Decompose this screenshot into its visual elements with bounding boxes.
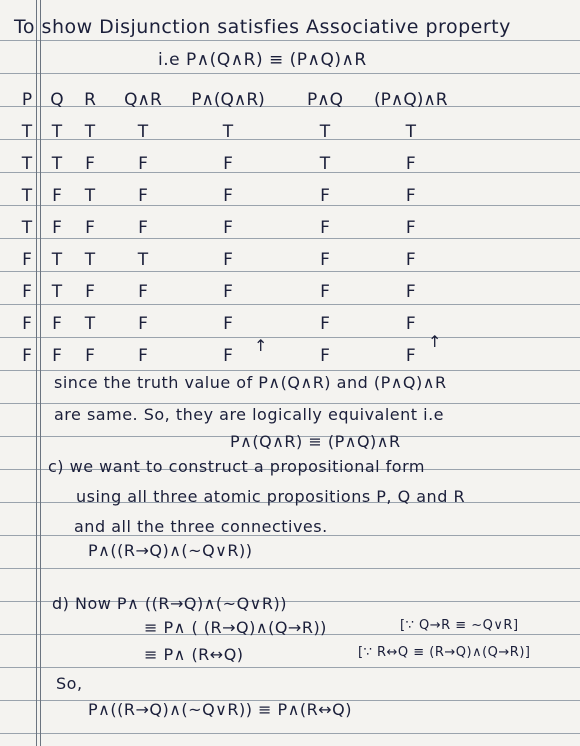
table-cell: T xyxy=(84,250,96,270)
part-d-note-2: [∵ Q→R ≡ ~Q∨R] xyxy=(400,618,519,633)
part-c-line-2: using all three atomic propositions P, Q and R xyxy=(76,487,466,506)
table-cell: F xyxy=(320,314,330,334)
table-cell: F xyxy=(223,154,233,174)
page-title: To show Disjunction satisfies Associative property xyxy=(14,16,511,38)
table-cell: F xyxy=(52,346,62,366)
table-cell: F xyxy=(85,282,95,302)
part-c-line-3: and all the three connectives. xyxy=(74,517,328,536)
table-cell: T xyxy=(21,154,33,174)
table-cell: F xyxy=(52,186,62,206)
table-cell: F xyxy=(22,314,32,334)
table-cell: F xyxy=(138,218,148,238)
table-row xyxy=(14,308,448,340)
table-cell: F xyxy=(85,218,95,238)
table-cell: F xyxy=(405,218,416,238)
part-d-so: So, xyxy=(56,674,83,693)
table-cell: T xyxy=(222,122,234,142)
header-p-and-q: P∧Q xyxy=(306,90,344,110)
header-p-and-q-and-r: P∧(Q∧R) xyxy=(191,90,265,110)
table-cell: F xyxy=(223,314,233,334)
table-cell: F xyxy=(223,218,233,238)
truth-table xyxy=(14,84,448,372)
table-cell: F xyxy=(405,186,416,206)
table-cell: F xyxy=(223,282,233,302)
part-c-line-1: c) we want to construct a propositional form xyxy=(48,457,425,476)
part-d-line-1: d) Now P∧ ((R→Q)∧(~Q∨R)) xyxy=(52,594,287,613)
table-cell: T xyxy=(137,122,149,142)
table-row xyxy=(14,340,448,372)
table-cell: T xyxy=(51,154,63,174)
table-cell: F xyxy=(138,346,148,366)
table-cell: T xyxy=(84,122,96,142)
table-row xyxy=(14,116,448,148)
table-cell: F xyxy=(52,314,62,334)
table-row xyxy=(14,212,448,244)
header-pq-and-r: (P∧Q)∧R xyxy=(374,90,448,110)
table-cell: T xyxy=(137,250,149,270)
part-c-formula: P∧((R→Q)∧(~Q∨R)) xyxy=(88,541,253,560)
table-cell: F xyxy=(320,250,330,270)
table-cell: T xyxy=(319,154,331,174)
arrow-mark-left: ↑ xyxy=(254,336,268,355)
table-cell: F xyxy=(52,218,62,238)
table-cell: F xyxy=(320,218,330,238)
table-cell: F xyxy=(405,314,416,334)
table-cell: F xyxy=(405,282,416,302)
table-cell: F xyxy=(22,346,32,366)
table-cell: F xyxy=(22,250,32,270)
arrow-mark-right: ↑ xyxy=(428,332,442,351)
table-cell: T xyxy=(84,314,96,334)
table-cell: T xyxy=(51,282,63,302)
table-cell: T xyxy=(84,186,96,206)
table-cell: T xyxy=(51,122,63,142)
truth-table-body xyxy=(14,116,448,372)
table-cell: F xyxy=(405,346,416,366)
table-cell: T xyxy=(405,122,416,142)
table-cell: F xyxy=(223,250,233,270)
table-row xyxy=(14,180,448,212)
table-cell: T xyxy=(319,122,331,142)
table-cell: F xyxy=(223,186,233,206)
part-d-line-3: ≡ P∧ (R↔Q) xyxy=(144,645,244,664)
table-cell: F xyxy=(320,186,330,206)
table-row xyxy=(14,148,448,180)
header-r: R xyxy=(84,90,96,110)
conclusion-line-1: since the truth value of P∧(Q∧R) and (P∧Q)∧R xyxy=(54,373,447,392)
table-cell: F xyxy=(138,282,148,302)
table-cell: F xyxy=(223,346,233,366)
header-p: P xyxy=(21,90,33,110)
table-cell: F xyxy=(320,282,330,302)
conclusion-line-2: are same. So, they are logically equivalent i.e xyxy=(54,405,444,424)
table-cell: F xyxy=(22,282,32,302)
table-row xyxy=(14,244,448,276)
table-cell: T xyxy=(51,250,63,270)
table-row xyxy=(14,276,448,308)
table-cell: F xyxy=(85,346,95,366)
header-q-and-r: Q∧R xyxy=(124,90,162,110)
table-cell: F xyxy=(138,154,148,174)
part-d-result: P∧((R→Q)∧(~Q∨R)) ≡ P∧(R↔Q) xyxy=(88,700,353,719)
table-cell: T xyxy=(21,218,33,238)
table-header-row xyxy=(14,84,448,116)
table-cell: F xyxy=(320,346,330,366)
conclusion-equivalence: P∧(Q∧R) ≡ (P∧Q)∧R xyxy=(230,432,401,451)
table-cell: F xyxy=(138,186,148,206)
table-cell: T xyxy=(21,186,33,206)
page-subtitle: i.e P∧(Q∧R) ≡ (P∧Q)∧R xyxy=(158,50,367,70)
table-cell: F xyxy=(85,154,95,174)
header-q: Q xyxy=(50,90,64,110)
part-d-line-2: ≡ P∧ ( (R→Q)∧(Q→R)) xyxy=(144,618,327,637)
table-cell: T xyxy=(21,122,33,142)
part-d-note-3: [∵ R↔Q ≡ (R→Q)∧(Q→R)] xyxy=(358,645,531,660)
table-cell: F xyxy=(405,154,416,174)
table-cell: F xyxy=(405,250,416,270)
table-cell: F xyxy=(138,314,148,334)
